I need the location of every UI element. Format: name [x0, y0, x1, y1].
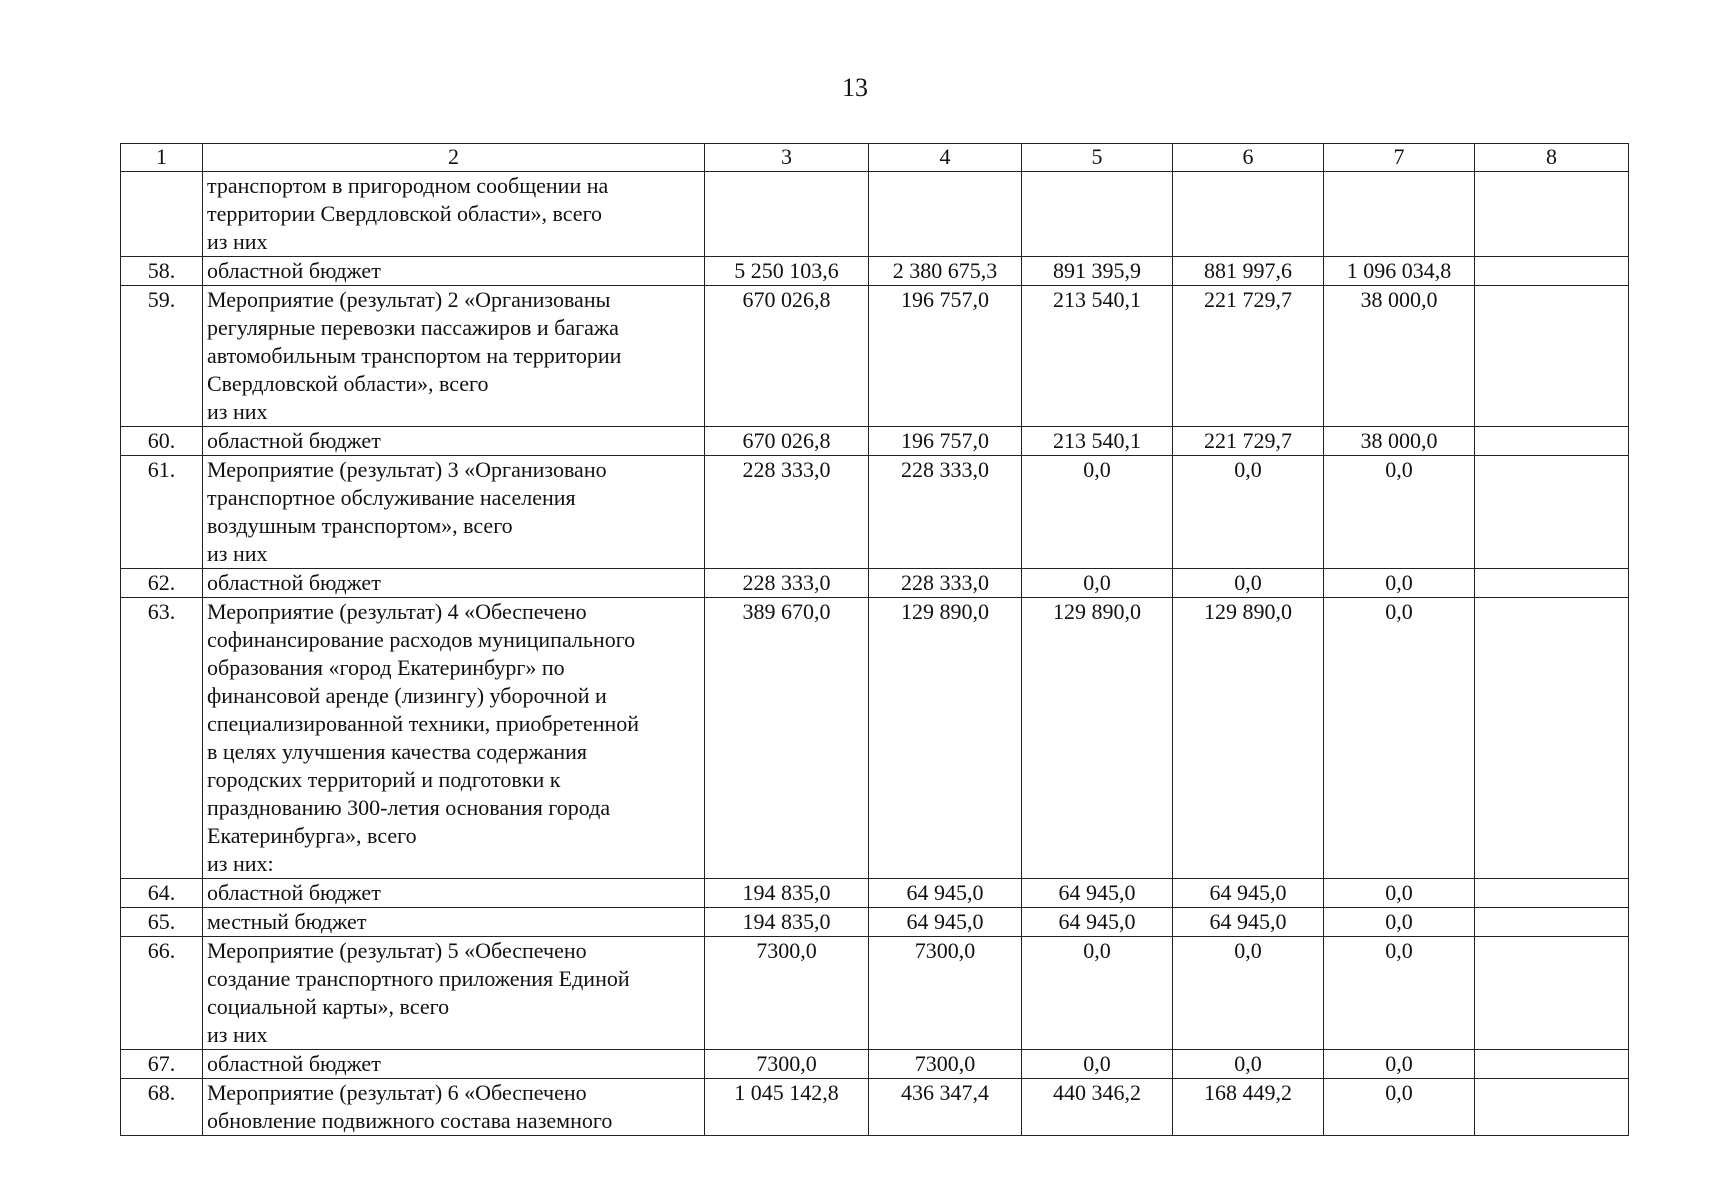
row-number-cell: 58.: [121, 257, 203, 286]
value-cell-col3: [705, 172, 869, 257]
value-cell-col5: 891 395,9: [1022, 257, 1173, 286]
value-cell-col7: 0,0: [1324, 598, 1475, 879]
value-cell-col5: [1022, 172, 1173, 257]
column-header: 3: [705, 144, 869, 172]
value-cell-col4: [869, 172, 1022, 257]
item-name-cell: Мероприятие (результат) 3 «Организовано транспортное обслуживание населения воздушным транспортом», всего из них: [203, 456, 705, 569]
item-name-cell: областной бюджет: [203, 427, 705, 456]
column-header: 7: [1324, 144, 1475, 172]
item-name-cell: областной бюджет: [203, 569, 705, 598]
value-cell-col8: [1475, 427, 1629, 456]
column-header: 1: [121, 144, 203, 172]
row-number-cell: 61.: [121, 456, 203, 569]
value-cell-col6: 64 945,0: [1173, 879, 1324, 908]
value-cell-col7: 0,0: [1324, 1050, 1475, 1079]
value-cell-col3: 389 670,0: [705, 598, 869, 879]
value-cell-col3: 7300,0: [705, 1050, 869, 1079]
value-cell-col4: 228 333,0: [869, 456, 1022, 569]
value-cell-col5: 0,0: [1022, 456, 1173, 569]
table-row: [121, 598, 1629, 879]
value-cell-col8: [1475, 908, 1629, 937]
value-cell-col8: [1475, 257, 1629, 286]
value-cell-col4: 129 890,0: [869, 598, 1022, 879]
table-row: [121, 257, 1629, 286]
value-cell-col7: [1324, 172, 1475, 257]
value-cell-col8: [1475, 456, 1629, 569]
value-cell-col6: 0,0: [1173, 456, 1324, 569]
value-cell-col5: 0,0: [1022, 569, 1173, 598]
value-cell-col4: 196 757,0: [869, 427, 1022, 456]
value-cell-col5: 440 346,2: [1022, 1079, 1173, 1136]
value-cell-col4: 64 945,0: [869, 879, 1022, 908]
table-row: [121, 172, 1629, 257]
value-cell-col4: 436 347,4: [869, 1079, 1022, 1136]
value-cell-col5: 129 890,0: [1022, 598, 1173, 879]
value-cell-col6: 0,0: [1173, 569, 1324, 598]
item-name-cell: Мероприятие (результат) 2 «Организованы регулярные перевозки пассажиров и багажа автомобильным транспортом на территории Свердловской области», всего из них: [203, 286, 705, 427]
value-cell-col3: 670 026,8: [705, 427, 869, 456]
value-cell-col3: 194 835,0: [705, 908, 869, 937]
value-cell-col5: 213 540,1: [1022, 427, 1173, 456]
page-number: 13: [842, 73, 868, 102]
value-cell-col5: 213 540,1: [1022, 286, 1173, 427]
value-cell-col7: 0,0: [1324, 1079, 1475, 1136]
item-name-cell: Мероприятие (результат) 6 «Обеспечено обновление подвижного состава наземного: [203, 1079, 705, 1136]
value-cell-col4: 7300,0: [869, 1050, 1022, 1079]
value-cell-col3: 194 835,0: [705, 879, 869, 908]
value-cell-col4: 64 945,0: [869, 908, 1022, 937]
table-row: [121, 1079, 1629, 1136]
row-number-cell: [121, 172, 203, 257]
row-number-cell: 65.: [121, 908, 203, 937]
table-row: [121, 1050, 1629, 1079]
column-header: 2: [203, 144, 705, 172]
value-cell-col8: [1475, 569, 1629, 598]
table-row: [121, 286, 1629, 427]
value-cell-col6: 0,0: [1173, 937, 1324, 1050]
value-cell-col8: [1475, 598, 1629, 879]
table-row: [121, 456, 1629, 569]
value-cell-col3: 5 250 103,6: [705, 257, 869, 286]
item-name-cell: Мероприятие (результат) 5 «Обеспечено создание транспортного приложения Единой социальной карты», всего из них: [203, 937, 705, 1050]
item-name-cell: областной бюджет: [203, 1050, 705, 1079]
value-cell-col5: 0,0: [1022, 1050, 1173, 1079]
row-number-cell: 63.: [121, 598, 203, 879]
table-row: [121, 908, 1629, 937]
table-row: [121, 937, 1629, 1050]
value-cell-col3: 228 333,0: [705, 456, 869, 569]
value-cell-col3: 228 333,0: [705, 569, 869, 598]
value-cell-col4: 2 380 675,3: [869, 257, 1022, 286]
column-header: 8: [1475, 144, 1629, 172]
value-cell-col6: 129 890,0: [1173, 598, 1324, 879]
column-number-header-row: [121, 144, 1629, 172]
value-cell-col7: 0,0: [1324, 456, 1475, 569]
value-cell-col8: [1475, 286, 1629, 427]
value-cell-col8: [1475, 1079, 1629, 1136]
value-cell-col6: 0,0: [1173, 1050, 1324, 1079]
value-cell-col6: 221 729,7: [1173, 427, 1324, 456]
row-number-cell: 59.: [121, 286, 203, 427]
value-cell-col7: 0,0: [1324, 908, 1475, 937]
value-cell-col7: 0,0: [1324, 879, 1475, 908]
row-number-cell: 62.: [121, 569, 203, 598]
value-cell-col6: [1173, 172, 1324, 257]
value-cell-col6: 64 945,0: [1173, 908, 1324, 937]
value-cell-col6: 221 729,7: [1173, 286, 1324, 427]
value-cell-col8: [1475, 1050, 1629, 1079]
value-cell-col8: [1475, 937, 1629, 1050]
item-name-cell: местный бюджет: [203, 908, 705, 937]
value-cell-col6: 168 449,2: [1173, 1079, 1324, 1136]
value-cell-col3: 7300,0: [705, 937, 869, 1050]
value-cell-col7: 0,0: [1324, 569, 1475, 598]
budget-table: [120, 143, 1629, 1136]
value-cell-col8: [1475, 879, 1629, 908]
item-name-cell: областной бюджет: [203, 879, 705, 908]
value-cell-col5: 64 945,0: [1022, 879, 1173, 908]
value-cell-col7: 38 000,0: [1324, 286, 1475, 427]
value-cell-col7: 0,0: [1324, 937, 1475, 1050]
value-cell-col3: 670 026,8: [705, 286, 869, 427]
value-cell-col8: [1475, 172, 1629, 257]
row-number-cell: 67.: [121, 1050, 203, 1079]
item-name-cell: Мероприятие (результат) 4 «Обеспечено софинансирование расходов муниципального образования «город Екатеринбург» по финансовой аренде (лизингу) уборочной и специализированной техники, приобретенной в целях улучшения качества содержания городских территорий и подготовки к празднованию 300-летия основания города Екатеринбурга», всего из них:: [203, 598, 705, 879]
value-cell-col5: 0,0: [1022, 937, 1173, 1050]
value-cell-col7: 1 096 034,8: [1324, 257, 1475, 286]
value-cell-col5: 64 945,0: [1022, 908, 1173, 937]
value-cell-col6: 881 997,6: [1173, 257, 1324, 286]
column-header: 4: [869, 144, 1022, 172]
table-row: [121, 879, 1629, 908]
table-body: [121, 172, 1629, 1136]
table-row: [121, 569, 1629, 598]
item-name-cell: областной бюджет: [203, 257, 705, 286]
row-number-cell: 64.: [121, 879, 203, 908]
value-cell-col4: 228 333,0: [869, 569, 1022, 598]
column-header: 5: [1022, 144, 1173, 172]
column-header: 6: [1173, 144, 1324, 172]
item-name-cell: транспортом в пригородном сообщении на территории Свердловской области», всего из них: [203, 172, 705, 257]
value-cell-col7: 38 000,0: [1324, 427, 1475, 456]
value-cell-col4: 196 757,0: [869, 286, 1022, 427]
row-number-cell: 66.: [121, 937, 203, 1050]
row-number-cell: 60.: [121, 427, 203, 456]
value-cell-col3: 1 045 142,8: [705, 1079, 869, 1136]
row-number-cell: 68.: [121, 1079, 203, 1136]
table-row: [121, 427, 1629, 456]
value-cell-col4: 7300,0: [869, 937, 1022, 1050]
